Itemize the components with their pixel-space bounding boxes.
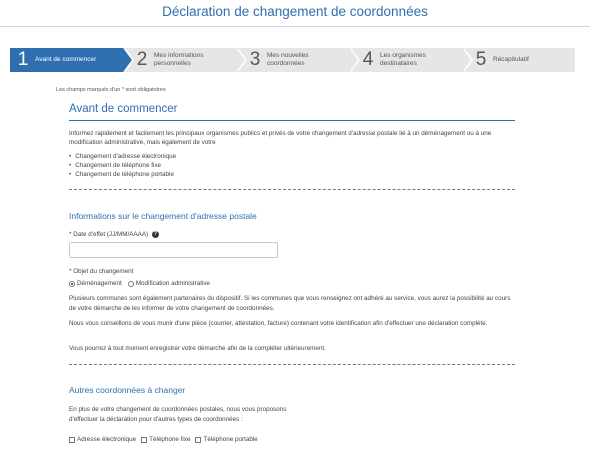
progress-stepper	[10, 48, 575, 72]
step-1[interactable]	[10, 48, 123, 72]
checkbox-landline[interactable]	[141, 436, 190, 443]
date-label-text: * Date d'effet (JJ/MM/AAAA)	[69, 231, 149, 239]
radio-button[interactable]	[128, 281, 134, 287]
section-title-intro: Avant de commencer	[69, 103, 178, 115]
radio-label: Modification administrative	[135, 280, 211, 287]
radio-demenagement[interactable]	[69, 280, 122, 287]
step-label: Mes nouvelles coordonnées	[267, 52, 309, 67]
other-coordinates-checkboxes	[69, 436, 263, 443]
step-2[interactable]	[123, 48, 236, 72]
section-divider	[69, 364, 515, 365]
step-number: 5	[475, 49, 487, 70]
list-item: • Changement d'adresse électronique	[69, 152, 176, 161]
step-number: 2	[136, 49, 148, 70]
title-underline	[69, 120, 515, 121]
step-label: Récapitulatif	[493, 56, 529, 63]
step-number: 3	[249, 49, 261, 70]
date-input[interactable]	[69, 242, 278, 258]
step-label: Les organismes destinataires	[380, 52, 426, 67]
section-divider	[69, 189, 515, 190]
communes-info-text: Plusieurs communes sont également partenaires du dispositif. Si les communes que vous renseignez ont adhéré au service, vous aurez la possibilité au cours de votre démarche de les informer de votre changement de coordonnées.	[69, 295, 511, 312]
checkbox[interactable]	[141, 437, 147, 443]
step-label: Mes informations personnelles	[154, 52, 204, 67]
radio-button[interactable]	[69, 281, 75, 287]
checkbox-label: Adresse électronique	[77, 436, 137, 443]
step-3[interactable]	[236, 48, 349, 72]
step-label: Avant de commencer	[35, 56, 97, 63]
radio-modification[interactable]	[128, 280, 210, 287]
required-fields-note: Les champs marqués d'un * sont obligatoires	[56, 87, 166, 93]
step-number: 1	[17, 49, 29, 70]
date-field-label	[69, 231, 159, 238]
section-title-other: Autres coordonnées à changer	[69, 385, 186, 395]
step-5[interactable]	[462, 48, 575, 72]
checkbox-label: Téléphone portable	[203, 436, 258, 443]
document-advice-text: Nous vous conseillons de vous munir d'une pièce (courrier, attestation, facture) contenant votre identification afin d'effectuer une déclaration complète.	[69, 320, 488, 327]
object-field-label: * Objet du changement	[69, 268, 134, 275]
checkbox-mobile[interactable]	[195, 436, 257, 443]
section-title-postal: Informations sur le changement d'adresse postale	[69, 211, 257, 221]
intro-text: Informez rapidement et facilement les principaux organismes publics et privés de votre changement d'adresse postale lié à un déménagement ou à une modification administrative, mais également de votre	[69, 130, 492, 146]
list-item: • Changement de téléphone portable	[69, 170, 176, 179]
other-coordinates-text: En plus de votre changement de coordonnées postales, nous vous proposons d'effectuer la déclaration pour d'autres types de coordonnées :	[69, 406, 287, 423]
step-4[interactable]	[349, 48, 462, 72]
help-icon[interactable]: ?	[153, 231, 157, 237]
page-header	[0, 0, 590, 27]
checkbox-label: Téléphone fixe	[149, 436, 191, 443]
object-radio-group	[69, 280, 216, 287]
radio-label: Déménagement	[77, 280, 122, 287]
step-number: 4	[362, 49, 374, 70]
checkbox[interactable]	[195, 437, 201, 443]
checkbox[interactable]	[69, 437, 75, 443]
page-title: Déclaration de changement de coordonnées	[162, 4, 428, 19]
save-info-text: Vous pourrez à tout moment enregistrer votre démarche afin de la compléter ultérieurement.	[69, 345, 326, 352]
change-types-list	[69, 152, 176, 179]
list-item: • Changement de téléphone fixe	[69, 161, 176, 170]
checkbox-email[interactable]	[69, 436, 136, 443]
